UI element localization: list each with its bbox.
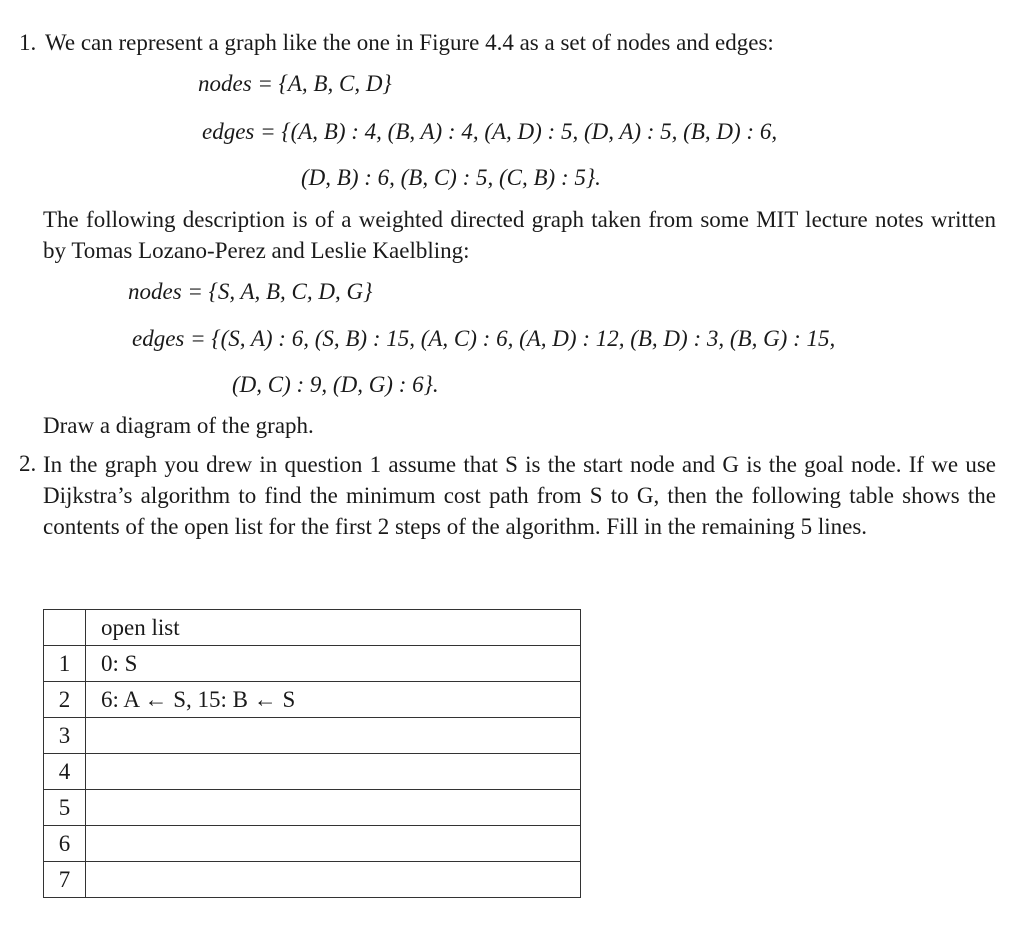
row-content [86, 754, 581, 790]
question-1-number: 1. [19, 30, 37, 55]
table-header-row [44, 610, 581, 646]
table-row [44, 646, 581, 682]
example-nodes: nodes = {A, B, C, D} [198, 71, 392, 96]
table-row [44, 682, 581, 718]
table-header-num-cell [44, 610, 86, 646]
question-2-number: 2. [19, 451, 37, 476]
mit-nodes: nodes = {S, A, B, C, D, G} [128, 279, 373, 304]
mit-edges-line-2: (D, C) : 9, (D, G) : 6}. [232, 372, 439, 397]
row-content [86, 826, 581, 862]
question-1-task: Draw a diagram of the graph. [43, 413, 314, 438]
row-content: 6: A ← S, 15: B ← S [86, 682, 581, 718]
row-number: 3 [44, 718, 86, 754]
question-1-description: The following description is of a weighted directed graph taken from some MIT lecture notes written by Tomas Lozano-Perez and Leslie Kaelbling: [43, 207, 996, 263]
table-row [44, 754, 581, 790]
row-content [86, 862, 581, 898]
table-row [44, 862, 581, 898]
question-2-text: In the graph you drew in question 1 assume that S is the start node and G is the goal node. If we use Dijkstra’s algorithm to find the minimum cost path from S to G, then the following table shows the contents of the open list for the first 2 steps of the algorithm. Fill in the remaining 5 lines. [43, 452, 996, 539]
table-row [44, 718, 581, 754]
row-number: 1 [44, 646, 86, 682]
table-row [44, 826, 581, 862]
example-edges-line-2: (D, B) : 6, (B, C) : 5, (C, B) : 5}. [301, 165, 601, 190]
row-number: 2 [44, 682, 86, 718]
table-header-cell: open list [86, 610, 581, 646]
row-number: 7 [44, 862, 86, 898]
row-number: 4 [44, 754, 86, 790]
table-row [44, 790, 581, 826]
open-list-table [43, 609, 581, 898]
row-number: 5 [44, 790, 86, 826]
row-content [86, 718, 581, 754]
question-1-intro: We can represent a graph like the one in Figure 4.4 as a set of nodes and edges: [45, 30, 774, 55]
row-content [86, 790, 581, 826]
row-number: 6 [44, 826, 86, 862]
example-edges-line-1: edges = {(A, B) : 4, (B, A) : 4, (A, D) : 5, (D, A) : 5, (B, D) : 6, [202, 119, 778, 144]
row-content: 0: S [86, 646, 581, 682]
mit-edges-line-1: edges = {(S, A) : 6, (S, B) : 15, (A, C) : 6, (A, D) : 12, (B, D) : 3, (B, G) : 15, [132, 326, 836, 351]
